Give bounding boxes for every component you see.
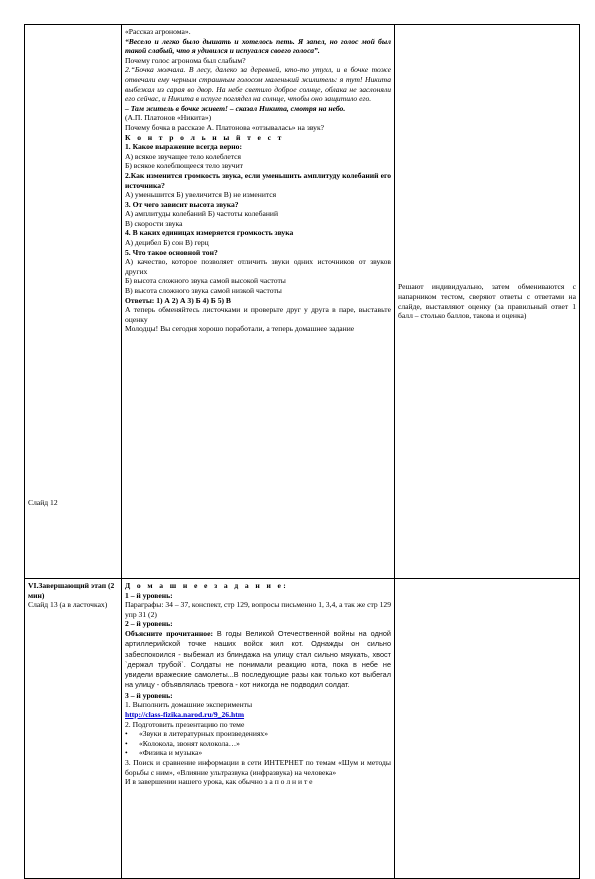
slide-label: Слайд 12	[28, 498, 58, 508]
task-item: 1. Выполнить домашние эксперименты	[125, 700, 253, 710]
stage-title: VI.Завершающий этап (2 мин)	[28, 581, 115, 600]
test-option: А) децибел Б) сон В) герц	[125, 238, 209, 248]
task-item: 2. Подготовить презентацию по теме	[125, 719, 245, 729]
question-text: Почему бочка в рассказе А. Платонова «отзывалась» на звук?	[125, 122, 324, 132]
quote-text: – Там житель в бочке живет! – сказал Никита, смотря на небо.	[125, 103, 346, 113]
bullet-icon: •	[125, 738, 128, 748]
lesson-table	[24, 24, 580, 879]
quote-text: “Весело и легко было дышать и хотелось петь. Я запел, но голос мой был такой слабый, что я удивился и испугался своего голоса”.	[125, 36, 391, 56]
activity-note: Решают индивидуально, затем обмениваются с напарником тестом, сверяют ответы с ответами на слайде, выставляют оценку (за правильный ответ 1 балл – столько баллов, такова и оценка)	[398, 282, 576, 321]
answers-line: Ответы: 1) А 2) А 3) Б 4) Б 5) В	[125, 295, 231, 305]
story-paragraph: В годы Великой Отечественной войны на одной артиллерийской точке наших войск жил кот. Однажды он сильно забеспокоился - выбежал из блиндажа на улицу стал сильно мяукать, хвост `держал трубой`. Солдаты не понимали реакцию кота, пока в небе не увидели вражеские самолеты...В последующие разы как только кот выбегал на улицу - объявлялась тревога - кот никогда не подводил солдат.	[125, 628, 391, 690]
test-option: А) амплитуды колебаний Б) частоты колебаний	[125, 209, 279, 219]
test-question: 5. Что такое основной тон?	[125, 247, 218, 257]
test-question: 3. От чего зависит высота звука?	[125, 199, 239, 209]
test-question: 2.Как изменится громкость звука, если уменьшить амплитуду колебаний его источника?	[125, 170, 391, 190]
question-text: Почему голос агронома был слабым?	[125, 55, 246, 65]
quote-text: 2.“Бочка молчала. В лесу, далеко за деревней, кто-то утухл, и в бочке тоже отвечали ему черным страшным голосом маленький жилитель: я тут! Никита выбежал из сарая во двор. На небе светило доброе солнце, облака не заслоняли его сейчас, и Никита в испуге поглядел на солнце, чтобы оно защитило его.	[125, 65, 391, 104]
test-option: В) высота сложного звука самой низкой частоты	[125, 286, 282, 296]
test-option: А) всякое звучащее тело колеблется	[125, 151, 242, 161]
instruction-text: А теперь обменяйтесь листочками и проверьте друг у друга в паре, выставьте оценку	[125, 305, 391, 324]
bullet-icon: •	[125, 729, 128, 739]
source-text: (А.П. Платонов «Никита»)	[125, 113, 212, 123]
activity-cell	[395, 25, 580, 579]
test-option: В) скорости звука	[125, 218, 183, 228]
content-cell	[122, 25, 395, 579]
stage-cell	[25, 579, 122, 879]
experiments-link[interactable]: http://class-fizika.narod.ru/9_26.htm	[125, 709, 245, 719]
test-option: Б) всякое колеблющееся тело звучит	[125, 161, 243, 171]
list-item: • «Физика и музыка»	[125, 748, 203, 758]
table-row	[25, 579, 580, 879]
level-text	[125, 629, 391, 691]
list-item: • «Звуки в литературных произведениях»	[125, 729, 269, 739]
homework-title: Д о м а ш н е е з а д а н и е:	[125, 581, 289, 590]
activity-cell	[395, 579, 580, 879]
level-heading: 1 – й уровень:	[125, 590, 173, 600]
content-cell	[122, 579, 395, 879]
test-option: Б) высота сложного звука самой высокой частоты	[125, 276, 286, 286]
test-option: А) уменьшится Б) увеличится В) не изменится	[125, 190, 277, 200]
level-label: Объясните прочитанное:	[125, 628, 213, 638]
closing-text: И в завершении нашего урока, как обычно з а п о л н и т е	[125, 777, 313, 787]
test-option: А) качество, которое позволяет отличить звуки одних источников от звуков других	[125, 257, 391, 276]
level-heading: 3 – й уровень:	[125, 690, 173, 700]
task-item: 3. Поиск и сравнение информации в сети ИНТЕРНЕТ по темам «Шум и методы борьбы с ним», «Влияние ультразвука (инфразвука) на человека»	[125, 757, 391, 777]
level-text: Параграфы: 34 – 37, конспект, стр 129, вопросы письменно 1, 3,4, а так же стр 129 упр 31 (2)	[125, 600, 391, 619]
stage-cell	[25, 25, 122, 579]
test-question: 4. В каких единицах измеряется громкость звука	[125, 228, 294, 238]
table-row	[25, 25, 580, 579]
story-title: «Рассказ агронома».	[125, 27, 191, 36]
level-heading: 2 – й уровень:	[125, 619, 173, 629]
slide-label: Слайд 13 (а в ласточках)	[28, 600, 108, 610]
test-title: К о н т р о л ь н ы й т е с т	[125, 132, 284, 142]
instruction-text: Молодцы! Вы сегодня хорошо поработали, а теперь домашнее задание	[125, 324, 355, 334]
list-item: • «Колокола, звонят колокола…»	[125, 738, 240, 748]
bullet-icon: •	[125, 748, 128, 758]
test-question: 1. Какое выражение всегда верно:	[125, 142, 243, 152]
